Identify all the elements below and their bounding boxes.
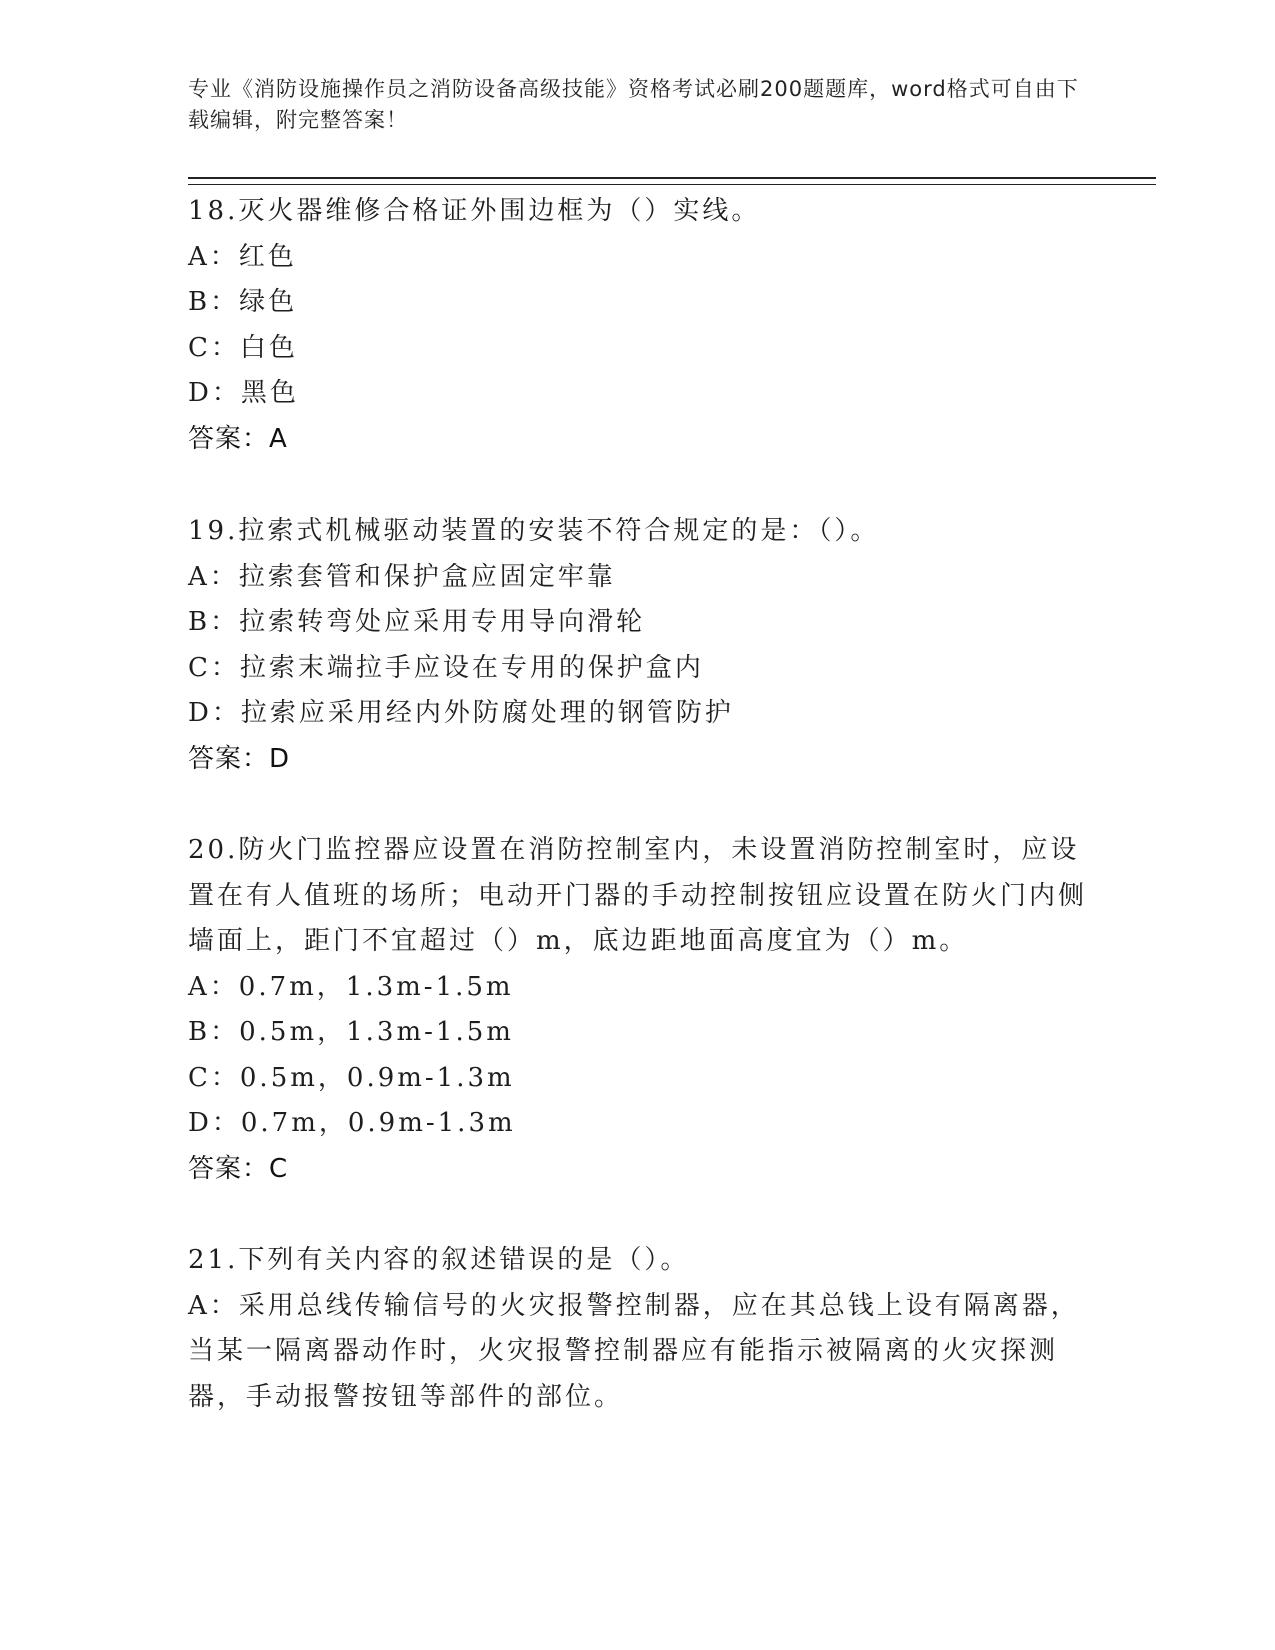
option-d: D：0.7m，0.9m-1.3m bbox=[188, 1108, 516, 1138]
option-b: B：0.5m，1.3m-1.5m bbox=[188, 1017, 514, 1047]
answer-line: 答案：A bbox=[188, 423, 288, 454]
option-a: A：采用总线传输信号的火灾报警控制器，应在其总钱上设有隔离器，当某一隔离器动作时，火灾报警控制器应有能指示被隔离的火灾探测器，手动报警按钮等部件的部位。 bbox=[188, 1290, 1080, 1412]
option-b: B：拉索转弯处应采用专用导向滑轮 bbox=[188, 607, 646, 637]
answer-line: 答案：C bbox=[188, 1153, 289, 1184]
option-d: D：黑色 bbox=[188, 378, 299, 408]
question-18 bbox=[188, 189, 1088, 462]
question-stem: 21.下列有关内容的叙述错误的是（）。 bbox=[188, 1245, 690, 1275]
option-a: A：0.7m，1.3m-1.5m bbox=[188, 971, 514, 1002]
option-b: B：绿色 bbox=[188, 287, 298, 317]
question-20 bbox=[188, 828, 1088, 1192]
option-c: C：0.5m，0.9m-1.3m bbox=[188, 1062, 515, 1093]
document-header bbox=[188, 74, 1088, 136]
header-text: 专业《消防设施操作员之消防设备高级技能》资格考试必刷200题题库，word格式可自由下载编辑，附完整答案！ bbox=[188, 77, 1079, 132]
question-stem: 19.拉索式机械驱动装置的安装不符合规定的是：（）。 bbox=[188, 516, 880, 546]
option-c: C：白色 bbox=[188, 332, 298, 363]
question-21 bbox=[188, 1238, 1088, 1420]
option-a: A：红色 bbox=[188, 241, 297, 272]
question-stem: 18.灭火器维修合格证外围边框为（）实线。 bbox=[188, 196, 761, 226]
option-c: C：拉索末端拉手应设在专用的保护盒内 bbox=[188, 652, 704, 683]
question-19 bbox=[188, 509, 1088, 782]
answer-line: 答案：D bbox=[188, 743, 291, 774]
question-stem: 20.防火门监控器应设置在消防控制室内，未设置消防控制室时，应设置在有人值班的场所；电动开门器的手动控制按钮应设置在防火门内侧墙面上，距门不宜超过（）m，底边距地面高度宜为（）m。 bbox=[188, 835, 1088, 956]
header-divider bbox=[188, 177, 1156, 185]
option-d: D：拉索应采用经内外防腐处理的钢管防护 bbox=[188, 698, 734, 728]
option-a: A：拉索套管和保护盒应固定牢靠 bbox=[188, 561, 616, 592]
